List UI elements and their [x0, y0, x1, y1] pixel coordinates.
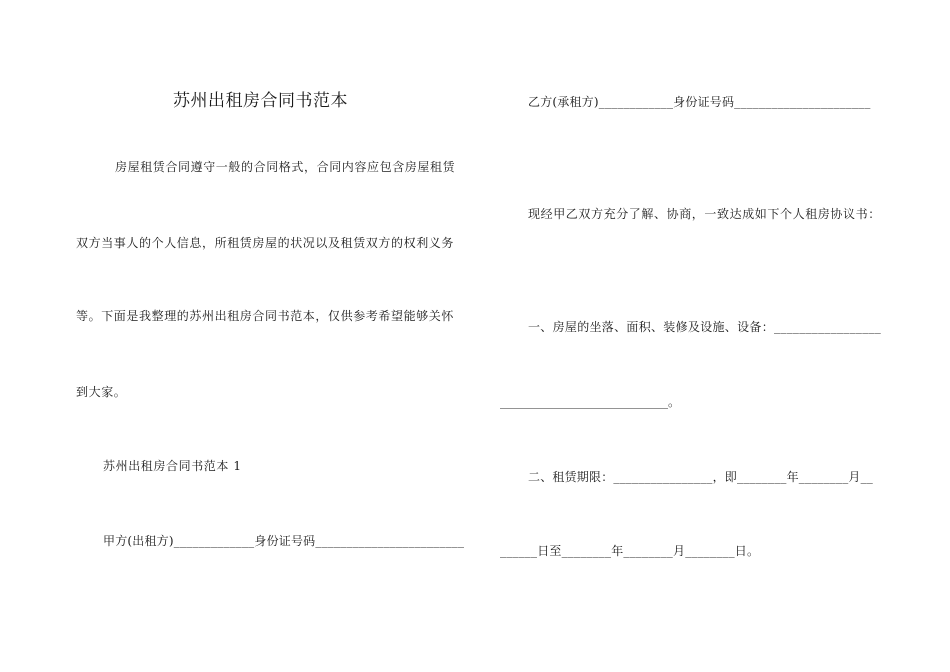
party-b-line: 乙方(承租方)____________身份证号码______________________: [528, 95, 871, 109]
clause-1-line-1: 一、房屋的坐落、面积、装修及设施、设备：_________________: [528, 320, 882, 334]
intro-paragraph-line-4: 到大家。: [76, 385, 127, 399]
clause-2-line-2: ______日至________年________月________日。: [500, 544, 760, 558]
intro-paragraph-line-1: 房屋租赁合同遵守一般的合同格式，合同内容应包含房屋租赁: [115, 160, 456, 174]
clause-1-line-2: ____________________________。: [500, 395, 681, 409]
document-title: 苏州出租房合同书范本: [173, 91, 348, 111]
section-heading: 苏州出租房合同书范本 1: [103, 459, 242, 473]
agreement-statement: 现经甲乙双方充分了解、协商，一致达成如下个人租房协议书：: [528, 207, 881, 221]
clause-2-line-1: 二、租赁期限：________________，即________年________月__: [528, 470, 874, 484]
intro-paragraph-line-2: 双方当事人的个人信息，所租赁房屋的状况以及租赁双方的权利义务: [76, 236, 455, 250]
intro-paragraph-line-3: 等。下面是我整理的苏州出租房合同书范本，仅供参考希望能够关怀: [76, 309, 455, 323]
party-a-line: 甲方(出租方)_____________身份证号码________________________: [103, 534, 465, 548]
